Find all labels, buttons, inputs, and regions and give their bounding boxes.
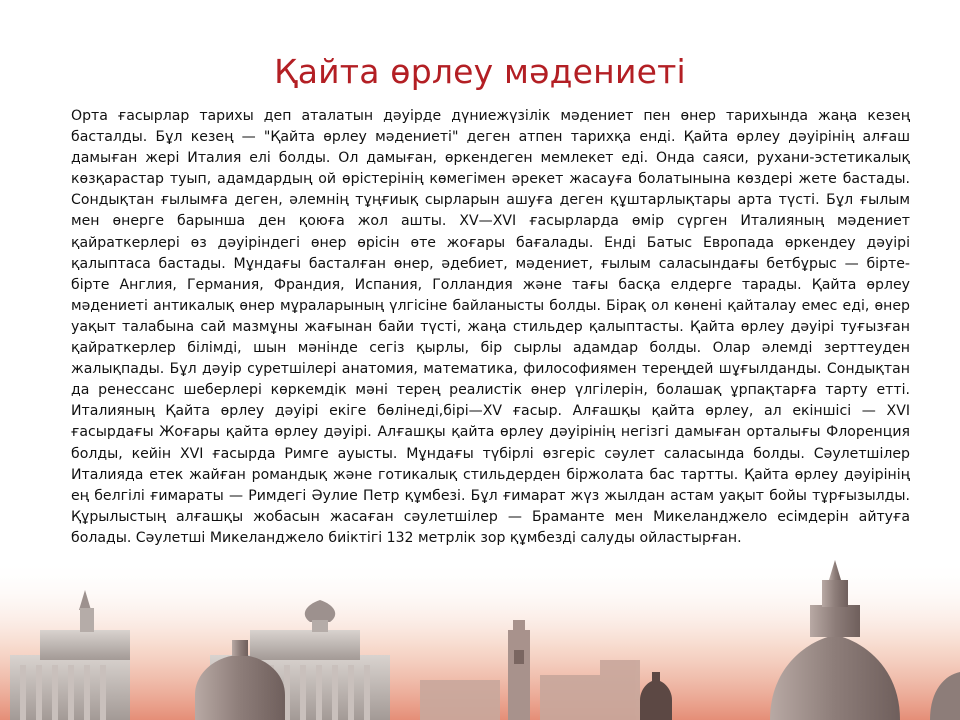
bell-tower xyxy=(508,620,530,720)
slide-title: Қайта өрлеу мәдениеті xyxy=(274,52,686,91)
slide-body-text: Орта ғасырлар тарихы деп аталатын дәуірде дүниежүзілік мәдениет пен өнер тарихында жаңа кезең басталды. Бұл кезең — "Қайта өрлеу мәдениеті" деген атпен тарихқа енді. Қайта өрлеу дәуірінің алғаш дамыған жері Италия елі болды. Ол дамыған, өркендеген мемлекет еді. Онда саяси, рухани-эстетикалық көзқарастар туып, адамдардың ой өрістерінің көмегімен әрекет жасауға болатынына көздері жете бастады. Сондықтан ғылымға деген, әлемнің тұңғиық сырларын ашуға деген құштарлықтары арта түсті. Бұл ғылым мен өнерге барынша ден қоюға жол ашты. XV—XVI ғасырларда өмір сүрген Италияның мәдениет қайраткерлері өз дәуіріндегі өнер өрісін өте жоғары бағалады. Енді Батыс Европада өркендеу дәуірі қалыптаса бастады. Мұндағы басталған өнер, әдебиет, мәдениет, ғылым саласындағы бетбұрыс — бірте-бірте Англия, Германия, Франдия, Испания, Голландия және тағы басқа елдерге тарады. Қайта өрлеу мәдениеті антикалық өнер мұраларының үлгісіне байланысты болды. Бірақ ол көнені қайталау емес еді, өнер уақыт талабына сай мазмұны жағынан байи түсті, жаңа стильдер қалыптасты. Қайта өрлеу дәуірі туғызған қайраткерлер білімді, шын мәнінде сегіз қырлы, бір сырлы адамдар болды. Олар әлемді зерттеуден жалықпады. Бұл дәуір суретшілері анатомия, математика, философиямен тереңдей шұғылданды. Сондықтан да ренессанс шеберлері көркемдік мәні терең реалистік өнер үлгілерін, болашақ ұрпақтарға тарту етті. Италияның Қайта өрлеу дәуірі екіге бөлінеді,бірі—XV ғасыр. Алғашқы қайта өрлеу, ал екіншісі — XVI ғасырдағы Жоғары қайта өрлеу дәуірі. Алғашқы қайта өрлеу дәуірінің негізгі дамыған орталығы Флоренция болды, кейін XVI ғасырда Римге ауысты. Мұндағы түбірлі өзгеріс сәулет саласында болды. Сәулетшілер Италияда етек жайған романдық және готикалық стильдерден біржолата бас тартты. Қайта өрлеу дәуірінің ең белгілі ғимараты — Римдегі Әулие Петр құмбезі. Бұл ғимарат жүз жылдан астам уақыт бойы тұрғызылды. Құрылыстың алғашқы жобасын жасаған сәулетшілер — Браманте мен Микеланджело есімдерін айтуға болады. Сәулетші Микеланджело биіктігі 132 метрлік зор құмбезді салуды ойластырған. xyxy=(71,108,910,546)
rome-skyline-illustration xyxy=(0,560,960,720)
